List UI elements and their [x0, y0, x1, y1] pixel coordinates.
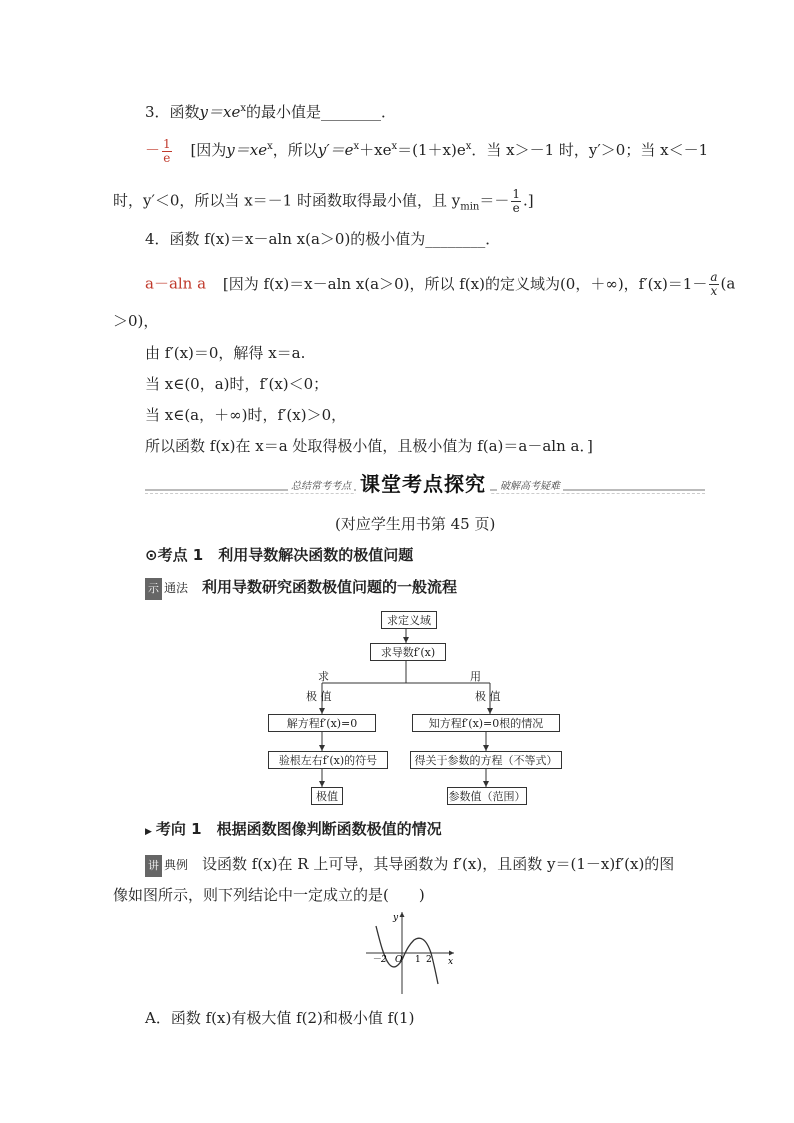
q3-answer: － $\frac{1}{e}$ [145, 136, 171, 165]
example-line1: 讲 典例 设函数 f(x)在 R 上可导，其导函数为 f′(x)，且函数 y＝(1－x)f′(x)的图 [145, 854, 674, 877]
kaodian-heading: ⊙考点 1 利用导数解决函数的极值问题 [145, 546, 414, 564]
q4-question: 4．函数 f(x)＝x－aln x(a＞0)的极小值为________． [145, 230, 501, 248]
q4-answer: a－aln a [145, 274, 207, 293]
flow-box-root-condition: 知方程f′(x)=0根的情况 [412, 714, 560, 732]
y-label: y [393, 913, 399, 923]
origin-label: O [395, 955, 403, 965]
q4-explain-line2: ＞0)， [113, 312, 159, 330]
option-a: A．函数 f(x)有极大值 f(2)和极小值 f(1) [145, 1009, 415, 1027]
flow-box-parameter-equation: 得关于参数的方程（不等式） [410, 751, 562, 769]
flow-box-derivative: 求导数f′(x) [370, 643, 446, 661]
triangle-icon: ▶ [145, 827, 152, 837]
flow-label-left-bottom: 极 值 [306, 690, 332, 703]
q4-explain-line3: 由 f′(x)＝0，解得 x＝a. [145, 344, 306, 362]
q4-answer-line: a－aln a [因为 f(x)＝x－aln x(a＞0)，所以 f(x)的定义域为(0，＋∞)，f′(x)＝1－ $\frac{a}{x}$ (a [145, 270, 736, 298]
kaoxiang-heading: ▶ 考向 1 根据函数图像判断函数极值的情况 [145, 820, 442, 838]
section-header-title: 课堂考点探究 [356, 468, 490, 497]
section-header-left: 总结常考考点 [288, 477, 354, 492]
example-tag: 讲 [145, 855, 162, 877]
reference-line: (对应学生用书第 45 页) [335, 515, 496, 533]
flow-label-right-bottom: 极 值 [475, 690, 501, 703]
function-graph [362, 908, 462, 998]
flow-box-solve-equation: 解方程f′(x)=0 [268, 714, 376, 732]
tick-neg2: －2 [372, 955, 387, 965]
x-axis-arrow [449, 951, 454, 956]
flow-label-left-top: 求 [318, 670, 329, 683]
q4-explain-line6: 所以函数 f(x)在 x＝a 处取得极小值，且极小值为 f(a)＝a－aln a．] [145, 437, 593, 455]
y-axis-arrow [400, 912, 405, 917]
flow-box-extremum: 极值 [311, 787, 343, 805]
tick-1: 1 [415, 955, 421, 965]
x-label: x [448, 957, 454, 967]
q4-explain-line5: 当 x∈(a，＋∞)时，f′(x)＞0， [145, 406, 347, 424]
section-header-right: 破解高考疑难 [497, 477, 563, 492]
q3-explain-line3: 时，y′＜0，所以当 x＝－1 时函数取得最小值，且 $y_{min}=-$ $\frac{1}{e}$ .] [113, 187, 534, 215]
method-tag-text: 通法 [164, 581, 189, 595]
method-tag: 示 [145, 578, 162, 600]
flow-box-check-sign: 验根左右f′(x)的符号 [268, 751, 388, 769]
q4-explain-line4: 当 x∈(0，a)时，f′(x)＜0； [145, 375, 329, 393]
example-line2: 像如图所示，则下列结论中一定成立的是( ) [113, 886, 425, 904]
example-tag-text: 典例 [164, 858, 189, 872]
flow-label-right-top: 用 [470, 670, 481, 683]
method-title: 利用导数研究函数极值问题的一般流程 [202, 578, 458, 596]
flow-box-domain: 求定义域 [381, 611, 437, 629]
tick-2: 2 [426, 955, 432, 965]
q3-question: 3．函数$y=xe^x$的最小值是________． [145, 103, 397, 121]
q3-answer-line: － $\frac{1}{e}$ [因为$y=xe^x$，所以$y'=e^x+xe^x=(1+x)e^x$．当 x＞－1 时，y′＞0；当 x＜－1 [145, 136, 709, 165]
flow-box-parameter-range: 参数值（范围） [447, 787, 527, 805]
